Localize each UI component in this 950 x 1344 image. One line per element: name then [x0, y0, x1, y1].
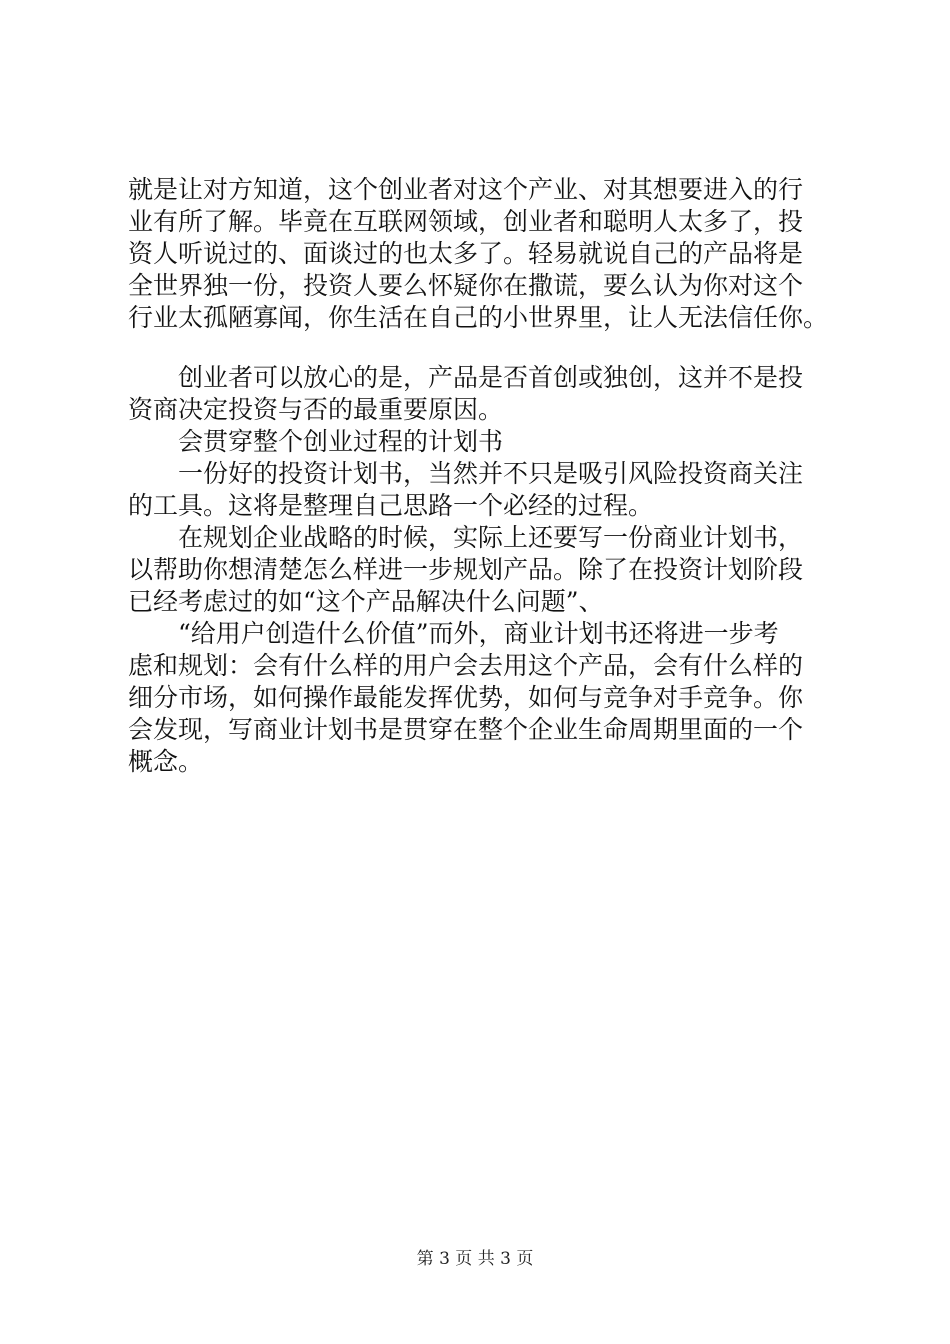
- paragraph-line: 概念。: [128, 747, 204, 776]
- paragraph-4: [128, 522, 828, 618]
- paragraph-2: [128, 362, 828, 426]
- paragraph-spacer: [128, 334, 828, 362]
- paragraph-line: 就是让对方知道，这个创业者对这个产业、对其想要进入的行: [128, 175, 804, 204]
- paragraph-line: “给用户创造什么价值”而外，商业计划书还将进一步考: [178, 619, 779, 648]
- page-number-label: 第 3 页 共 3 页: [416, 1249, 534, 1269]
- paragraph-1: [128, 174, 828, 334]
- paragraph-line: 业有所了解。毕竟在互联网领域，创业者和聪明人太多了，投: [128, 207, 804, 236]
- paragraph-line: 会发现，写商业计划书是贯穿在整个企业生命周期里面的一个: [128, 715, 804, 744]
- section-heading-text: 会贯穿整个创业过程的计划书: [178, 427, 504, 456]
- document-body: [128, 174, 828, 778]
- paragraph-line: 创业者可以放心的是，产品是否首创或独创，这并不是投: [178, 363, 804, 392]
- paragraph-line: 一份好的投资计划书，当然并不只是吸引风险投资商关注: [178, 459, 804, 488]
- paragraph-line: 已经考虑过的如“这个产品解决什么问题”、: [128, 587, 604, 616]
- paragraph-3: [128, 458, 828, 522]
- paragraph-line: 资商决定投资与否的最重要原因。: [128, 395, 504, 424]
- paragraph-line: 虑和规划：会有什么样的用户会去用这个产品，会有什么样的: [128, 651, 804, 680]
- paragraph-line: 资人听说过的、面谈过的也太多了。轻易就说自己的产品将是: [128, 239, 804, 268]
- paragraph-line: 细分市场，如何操作最能发挥优势，如何与竞争对手竞争。你: [128, 683, 804, 712]
- paragraph-line: 在规划企业战略的时候，实际上还要写一份商业计划书，: [178, 523, 804, 552]
- paragraph-line: 全世界独一份，投资人要么怀疑你在撒谎，要么认为你对这个: [128, 271, 804, 300]
- paragraph-line: 的工具。这将是整理自己思路一个必经的过程。: [128, 491, 654, 520]
- paragraph-line: 以帮助你想清楚怎么样进一步规划产品。除了在投资计划阶段: [128, 555, 804, 584]
- paragraph-line: 行业太孤陋寡闻，你生活在自己的小世界里，让人无法信任你。: [128, 303, 829, 332]
- page-footer: [0, 1244, 950, 1269]
- section-heading: [128, 426, 828, 458]
- paragraph-5: [128, 618, 828, 778]
